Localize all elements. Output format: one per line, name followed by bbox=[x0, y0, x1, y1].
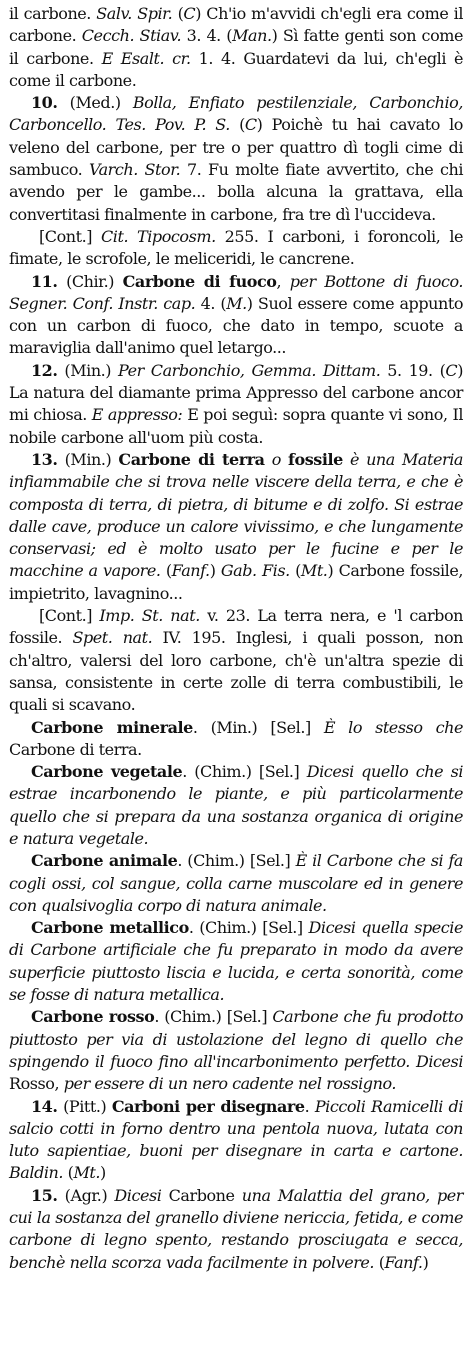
entry-text-run: C bbox=[445, 360, 458, 380]
entry-text-run: Carbone rosso bbox=[31, 1007, 155, 1027]
entry-text-run: . (Chim.) [Sel.] bbox=[177, 851, 296, 871]
entry-text-run: È lo stesso che bbox=[323, 717, 463, 737]
entry-text-run: v. 23. La terra nera, e 'l carbon fossile. bbox=[9, 606, 463, 648]
entry-text-run: Piccoli Ramicelli di salcio cotti in forno dentro una pentola nuova, lutata con luto sapientiae, buoni per disegnare in carta e cartone. Baldin. bbox=[9, 1096, 464, 1183]
entry-text-run: Bolla, Enfiato pestilenziale, Carbonchio, Carboncello. Tes. Pov. P. S. bbox=[9, 93, 463, 135]
entry-text-run: Varch. Stor. bbox=[88, 160, 181, 180]
entry-text-run: C bbox=[183, 4, 196, 23]
entry-text-run: ( bbox=[160, 561, 172, 581]
entry-sub-metallico bbox=[9, 917, 463, 1006]
entry-text-run: 10. bbox=[31, 93, 58, 113]
entry-text-run: (Pitt.) bbox=[57, 1096, 112, 1116]
entry-text-run: 13. bbox=[31, 449, 58, 469]
entry-text-run: Per Carbonchio, Gemma. Dittam. bbox=[118, 360, 381, 380]
entry-sense-14 bbox=[9, 1096, 463, 1185]
entry-text-run: per Bottone di fuoco. Segner. Conf. Instr. cap. bbox=[9, 271, 463, 313]
entry-sense-10-cont bbox=[9, 226, 463, 271]
entry-text-run: E Esalt. cr. bbox=[101, 48, 191, 68]
entry-text-run: Imp. St. nat. bbox=[99, 606, 200, 626]
entry-text-run: (Chir.) bbox=[57, 271, 123, 291]
entry-text-run: [Cont.] bbox=[39, 606, 100, 626]
entry-text-run: ( bbox=[289, 561, 301, 581]
entry-text-run: ) bbox=[209, 561, 221, 581]
entry-text-run: 255. I carboni, i foroncoli, le fimate, le scrofole, le meliceridi, le cancrene. bbox=[9, 226, 464, 269]
entry-text-run: ) Suol essere come appunto con un carbon di fuoco, che dato in tempo, scuote a maraviglia dall'animo quel letargo... bbox=[9, 293, 463, 358]
entry-text-run: ) Poichè tu hai cavato lo veleno del carbone, per tre o per quattro dì togli cime di sambuco. bbox=[9, 115, 463, 180]
entry-text-run: . bbox=[304, 1096, 315, 1116]
entry-text-run: Carbone minerale bbox=[31, 717, 193, 737]
entry-text-run: Dicesi bbox=[114, 1185, 162, 1205]
entry-text-run bbox=[343, 450, 350, 469]
entry-text-run: ) La natura del diamante prima Appresso del carbone ancor mi chiosa. bbox=[9, 360, 463, 425]
entry-text-run: 3. 4. ( bbox=[181, 26, 233, 46]
entry-sense-10 bbox=[9, 92, 463, 226]
entry-text-run: ) Sì fatte genti son come il carbone. bbox=[9, 26, 463, 68]
entry-text-run: Mt. bbox=[300, 561, 328, 581]
entry-sense-13-cont bbox=[9, 605, 463, 716]
entry-text-run bbox=[281, 450, 288, 469]
entry-text-run: ) Ch'io m'avvidi ch'egli era come il carbone. bbox=[9, 4, 464, 46]
entry-sub-minerale bbox=[9, 717, 463, 762]
entry-text-run: Dicesi quella specie di Carbone artificiale che fu preparato in modo da avere superficie piuttosto liscia e lucida, e certa sonorità, come se fosse di natura metallica. bbox=[9, 918, 463, 1005]
entry-text-run: Man. bbox=[232, 26, 272, 46]
entry-sub-animale bbox=[9, 850, 463, 917]
entry-text-run: una Malattia del grano, per cui la sostanza del granello diviene nericcia, fetida, e come carbone di legno spento, restando prosciugata e secca, benchè nella scorza vada facilmente in polvere. bbox=[9, 1185, 463, 1272]
entry-sense-15 bbox=[9, 1185, 463, 1274]
entry-text-run: Carbone che fu prodotto piuttosto per via di ustolazione del legno di quello che spingendo il fuoco fino all'incarbonimento perfetto. Dicesi bbox=[9, 1007, 464, 1071]
entry-text-run: 14. bbox=[31, 1096, 58, 1116]
entry-text-run: Carbone animale bbox=[31, 851, 178, 871]
entry-text-run: 15. bbox=[31, 1185, 58, 1205]
entry-sub-rosso bbox=[9, 1006, 463, 1095]
entry-text-run: 11. bbox=[31, 271, 58, 291]
entry-text-run: Cit. Tipocosm. bbox=[101, 226, 216, 246]
entry-text-run: Carbone vegetale bbox=[31, 762, 183, 782]
entry-text-run: 1. 4. Guardatevi da lui, ch'egli è come il carbone. bbox=[9, 48, 464, 90]
entry-text-run: , bbox=[276, 271, 290, 291]
entry-text-run: Rosso, bbox=[9, 1074, 64, 1094]
entry-text-run: fossile bbox=[288, 449, 343, 469]
entry-text-run: ) bbox=[422, 1252, 429, 1272]
entry-sense-13 bbox=[9, 449, 463, 605]
entry-text-run: (Min.) bbox=[57, 449, 119, 469]
entry-text-run: Spet. nat. bbox=[72, 628, 153, 648]
entry-text-run: 12. bbox=[31, 360, 58, 380]
entry-text-run: IV. 195. Inglesi, i quali posson, non ch'altro, valersi del loro carbone, ch'è un'altra spezie di sansa, consistente in certe zolle di terra combustibili, le quali si scavano. bbox=[9, 628, 463, 715]
entry-text-run: (Min.) bbox=[57, 360, 119, 380]
entry-text-run: E poi seguì: sopra quante vi sono, Il nobile carbone all'uom più costa. bbox=[9, 405, 463, 447]
entry-cont-top bbox=[9, 3, 463, 92]
entry-text-run: ( bbox=[374, 1252, 385, 1272]
entry-text-run: . (Chim.) [Sel.] bbox=[154, 1007, 273, 1027]
entry-text-run: ( bbox=[63, 1163, 74, 1183]
entry-text-run: Carbone di fuoco bbox=[122, 271, 277, 291]
entry-text-run: Dicesi quello che si estrae incarbonendo le piante, e più particolarmente quello che si prepara da una sostanza organica di origine e natura vegetale. bbox=[9, 762, 463, 848]
entry-text-run: Fanf. bbox=[384, 1252, 423, 1272]
entry-text-run: Carbone di terra bbox=[118, 449, 265, 469]
entry-text-run: Fanf. bbox=[171, 561, 210, 581]
entry-text-run: per essere di un nero cadente nel rossigno. bbox=[63, 1074, 396, 1094]
entry-text-run: o bbox=[271, 449, 281, 469]
entry-text-run: . (Chim.) [Sel.] bbox=[188, 918, 309, 938]
entry-text-run: il carbone. bbox=[9, 4, 97, 23]
entry-text-run: ( bbox=[229, 115, 245, 135]
entry-text-run: 4. ( bbox=[195, 293, 227, 313]
entry-text-run: è una Materia infiammabile che si trova nelle viscere della terra, e che è composta di terra, di pietra, di bitume e di zolfo. Si estrae dalle cave, produce un calore vivissimo, e che lungamente conservasi; ed è molto usato per le fucine e per le macchine a vapore. bbox=[9, 449, 463, 581]
entry-text-run: E appresso: bbox=[91, 405, 183, 425]
entry-text-run: Mt. bbox=[73, 1163, 101, 1183]
entry-text-run: ( bbox=[172, 4, 184, 23]
entry-text-run: . (Min.) [Sel.] bbox=[192, 717, 324, 737]
entry-text-run: (Med.) bbox=[57, 93, 133, 113]
entry-text-run bbox=[265, 450, 272, 469]
entry-text-run: M. bbox=[226, 293, 247, 313]
entry-text-run: . (Chim.) [Sel.] bbox=[182, 762, 307, 782]
entry-text-run: (Agr.) bbox=[57, 1185, 115, 1205]
entry-text-run: 5. 19. ( bbox=[380, 360, 446, 380]
entry-text-run: 7. Fu molte fiate avvertito, che chi avendo per le gambe... bolla alcuna la grattava, ella convertitasi finalmente in carbone, fra tre dì l'uccideva. bbox=[9, 160, 464, 224]
entry-text-run: Carbone bbox=[161, 1185, 242, 1205]
entry-text-run: [Cont.] bbox=[39, 226, 101, 246]
entry-sense-11 bbox=[9, 271, 463, 360]
entry-text-run: Cecch. Stiav. bbox=[81, 26, 182, 46]
entry-text-run: È il Carbone che si fa cogli ossi, col sangue, colla carne muscolare ed in genere con qualsivoglia corpo di natura animale. bbox=[9, 851, 464, 915]
entry-text-run: Salv. Spir. bbox=[96, 4, 173, 23]
entry-sub-vegetale bbox=[9, 761, 463, 850]
entry-text-run: C bbox=[244, 115, 257, 135]
entry-text-run: ) bbox=[100, 1163, 106, 1183]
entry-sense-12 bbox=[9, 360, 463, 449]
entry-text-run: Gab. Fis. bbox=[220, 561, 290, 581]
entry-text-run: ) Carbone fossile, impietrito, lavagnino... bbox=[9, 561, 464, 603]
entry-text-run: Carbone di terra. bbox=[9, 739, 142, 759]
entry-text-run: Carboni per disegnare bbox=[111, 1096, 305, 1116]
entry-text-run: Carbone metallico bbox=[31, 918, 189, 938]
